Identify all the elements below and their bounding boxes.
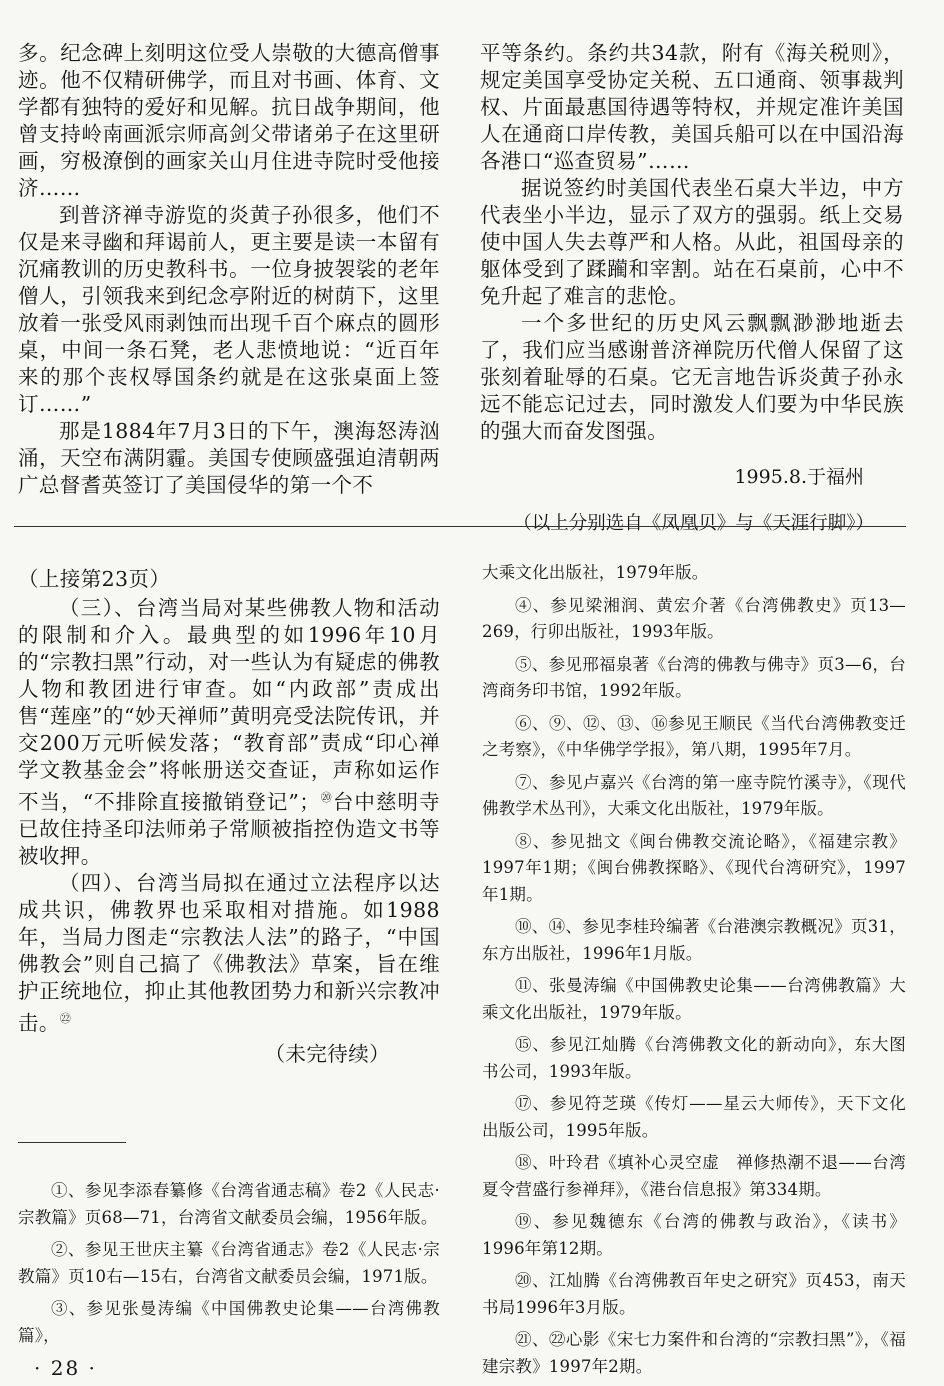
footnote: ⑩、⑭、参见李桂玲编著《台港澳宗教概况》页31，东方出版社，1996年1月版。 <box>482 917 906 963</box>
footnote-ref: ㉒ <box>59 1011 72 1025</box>
right-footnotes <box>482 560 906 1386</box>
body-paragraph: 平等条约。条约共34款，附有《海关税则》，规定美国享受协定关税、五口通商、领事裁判权、片面最惠国待遇等特权，并规定准许美国人在通商口岸传教，美国兵船可以在中国沿海各港口“巡查贸易”…… <box>480 41 904 173</box>
footnote: ⑤、参见邢福泉著《台湾的佛教与佛寺》页3—6，台湾商务印书馆，1992年版。 <box>482 654 906 700</box>
footnote: ②、参见王世庆主纂《台湾省通志》卷2《人民志·宗教篇》页10右—15右，台湾省文献委员会编，1971版。 <box>18 1240 440 1286</box>
top-left-column <box>18 40 440 499</box>
bottom-left-column <box>18 566 440 1068</box>
footnote: ⑲、参见魏德东《台湾的佛教与政治》，《读书》1996年第12期。 <box>482 1212 906 1258</box>
body-paragraph <box>18 870 440 1037</box>
date-place-signature: 1995.8.于福州 <box>734 466 864 488</box>
footnote: ①、参见李添春纂修《台湾省通志稿》卷2《人民志·宗教篇》页68—71，台湾省文献委员会编，1956年版。 <box>18 1181 440 1227</box>
footnote: ④、参见梁湘润、黄宏介著《台湾佛教史》页13—269，行卯出版社，1993年版。 <box>482 595 906 641</box>
left-footnotes <box>18 1178 440 1355</box>
body-paragraph: 一个多世纪的历史风云飘飘渺渺地逝去了，我们应当感谢普济禅院历代僧人保留了这张刻着耻辱的石桌。它无言地告诉炎黄子孙永远不能忘记过去，同时激发人们要为中华民族的强大而奋发图强。 <box>480 311 904 443</box>
body-paragraph: 那是1884年7月3日的下午，澳海怒涛汹涌，天空布满阴霾。美国专使顾盛强迫清朝两广总督耆英签订了美国侵华的第一个不 <box>18 419 440 497</box>
footnote-ref: ⑳ <box>320 791 333 804</box>
footnote: ⑥、⑨、⑫、⑬、⑯参见王顺民《当代台湾佛教变迁之考察》，《中华佛学学报》，第八期，1995年7月。 <box>482 713 906 759</box>
paragraph-text: （三）、台湾当局对某些佛教人物和活动的限制和介入。最典型的如1996年10月的“宗教扫黑”行动，对一些认为有疑虑的佛教人物和教团进行审查。如“内政部”责成出售“莲座”的“妙天禅师”黄明亮受法院传讯，并交200万元听候发落；“教育部”责成“印心禅学文教基金会”将帐册送交查证，声称如运作不当，“不排除直接撤销登记”； <box>18 596 440 814</box>
to-be-continued: （未完待续） <box>264 1041 390 1066</box>
continued-from-label: （上接第23页） <box>18 567 171 591</box>
footnote-continued: 大乘文化出版社，1979年版。 <box>482 563 709 582</box>
footnote: ⑦、参见卢嘉兴《台湾的第一座寺院竹溪寺》，《现代佛教学术丛刊》，大乘文化出版社，1979年版。 <box>482 772 906 818</box>
body-paragraph <box>18 595 440 870</box>
body-paragraph: 据说签约时美国代表坐石桌大半边，中方代表坐小半边，显示了双方的强弱。纸上交易使中国人失去尊严和人格。从此，祖国母亲的躯体受到了蹂躏和宰割。站在石桌前，心中不免升起了难言的悲怆。 <box>480 176 904 308</box>
top-right-column <box>480 40 904 556</box>
body-paragraph: 多。纪念碑上刻明这位受人崇敬的大德高僧事迹。他不仅精研佛学，而且对书画、体育、文学都有独特的爱好和见解。抗日战争期间，他曾支持岭南画派宗师高剑父带诸弟子在这里研画，穷极潦倒的画家关山月住进寺院时受他接济…… <box>18 41 440 200</box>
paragraph-text: 台中慈明寺已故住持圣印法师弟子常顺被指控伪造文书等被收押。 <box>18 789 441 868</box>
footnote: ⑧、参见拙文《闽台佛教交流论略》，《福建宗教》1997年1期；《闽台佛教探略》、《现代台湾研究》，1997年1期。 <box>482 831 906 904</box>
footnote: ㉑、㉒心影《宋七力案件和台湾的“宗教扫黑”》，《福建宗教》1997年2期。 <box>482 1330 906 1376</box>
footnote: ⑰、参见符芝瑛《传灯——星云大师传》，天下文化出版公司，1995年版。 <box>482 1094 906 1140</box>
page-number: · 28 · <box>34 1356 97 1380</box>
footnote-rule <box>18 1142 126 1143</box>
footnote: ③、参见张曼涛编《中国佛教史论集——台湾佛教篇》， <box>18 1299 440 1345</box>
paragraph-text: （四）、台湾当局拟在通过立法程序以达成共识，佛教界也采取相对措施。如1988年，当局力图走“宗教法人法”的路子，“中国佛教会”则自己搞了《佛教法》草案，旨在维护正统地位，抑止其他教团势力和新兴宗教冲击。 <box>18 870 440 1035</box>
footnote: ⑱、叶玲君《填补心灵空虚 禅修热潮不退——台湾夏令营盛行参禅拜》，《港台信息报》第334期。 <box>482 1153 906 1199</box>
footnote: ⑮、参见江灿腾《台湾佛教文化的新动向》，东大图书公司，1993年版。 <box>482 1035 906 1081</box>
source-note: （以上分别选自《凤凰贝》与《天涯行脚》） <box>513 513 874 534</box>
footnote: ⑪、张曼涛编《中国佛教史论集——台湾佛教篇》大乘文化出版社，1979年版。 <box>482 976 906 1022</box>
footnote: ⑳、江灿腾《台湾佛教百年史之研究》页453，南天书局1996年3月版。 <box>482 1271 906 1317</box>
body-paragraph: 到普济禅寺游览的炎黄子孙很多，他们不仅是来寻幽和拜谒前人，更主要是读一本留有沉痛教训的历史教科书。一位身披袈裟的老年僧人，引领我来到纪念亭附近的树荫下，这里放着一张受风雨剥蚀而出现千百个麻点的圆形桌，中间一条石凳，老人悲愤地说：“近百年来的那个丧权辱国条约就是在这张桌面上签订……” <box>18 203 440 416</box>
section-divider <box>14 526 906 527</box>
